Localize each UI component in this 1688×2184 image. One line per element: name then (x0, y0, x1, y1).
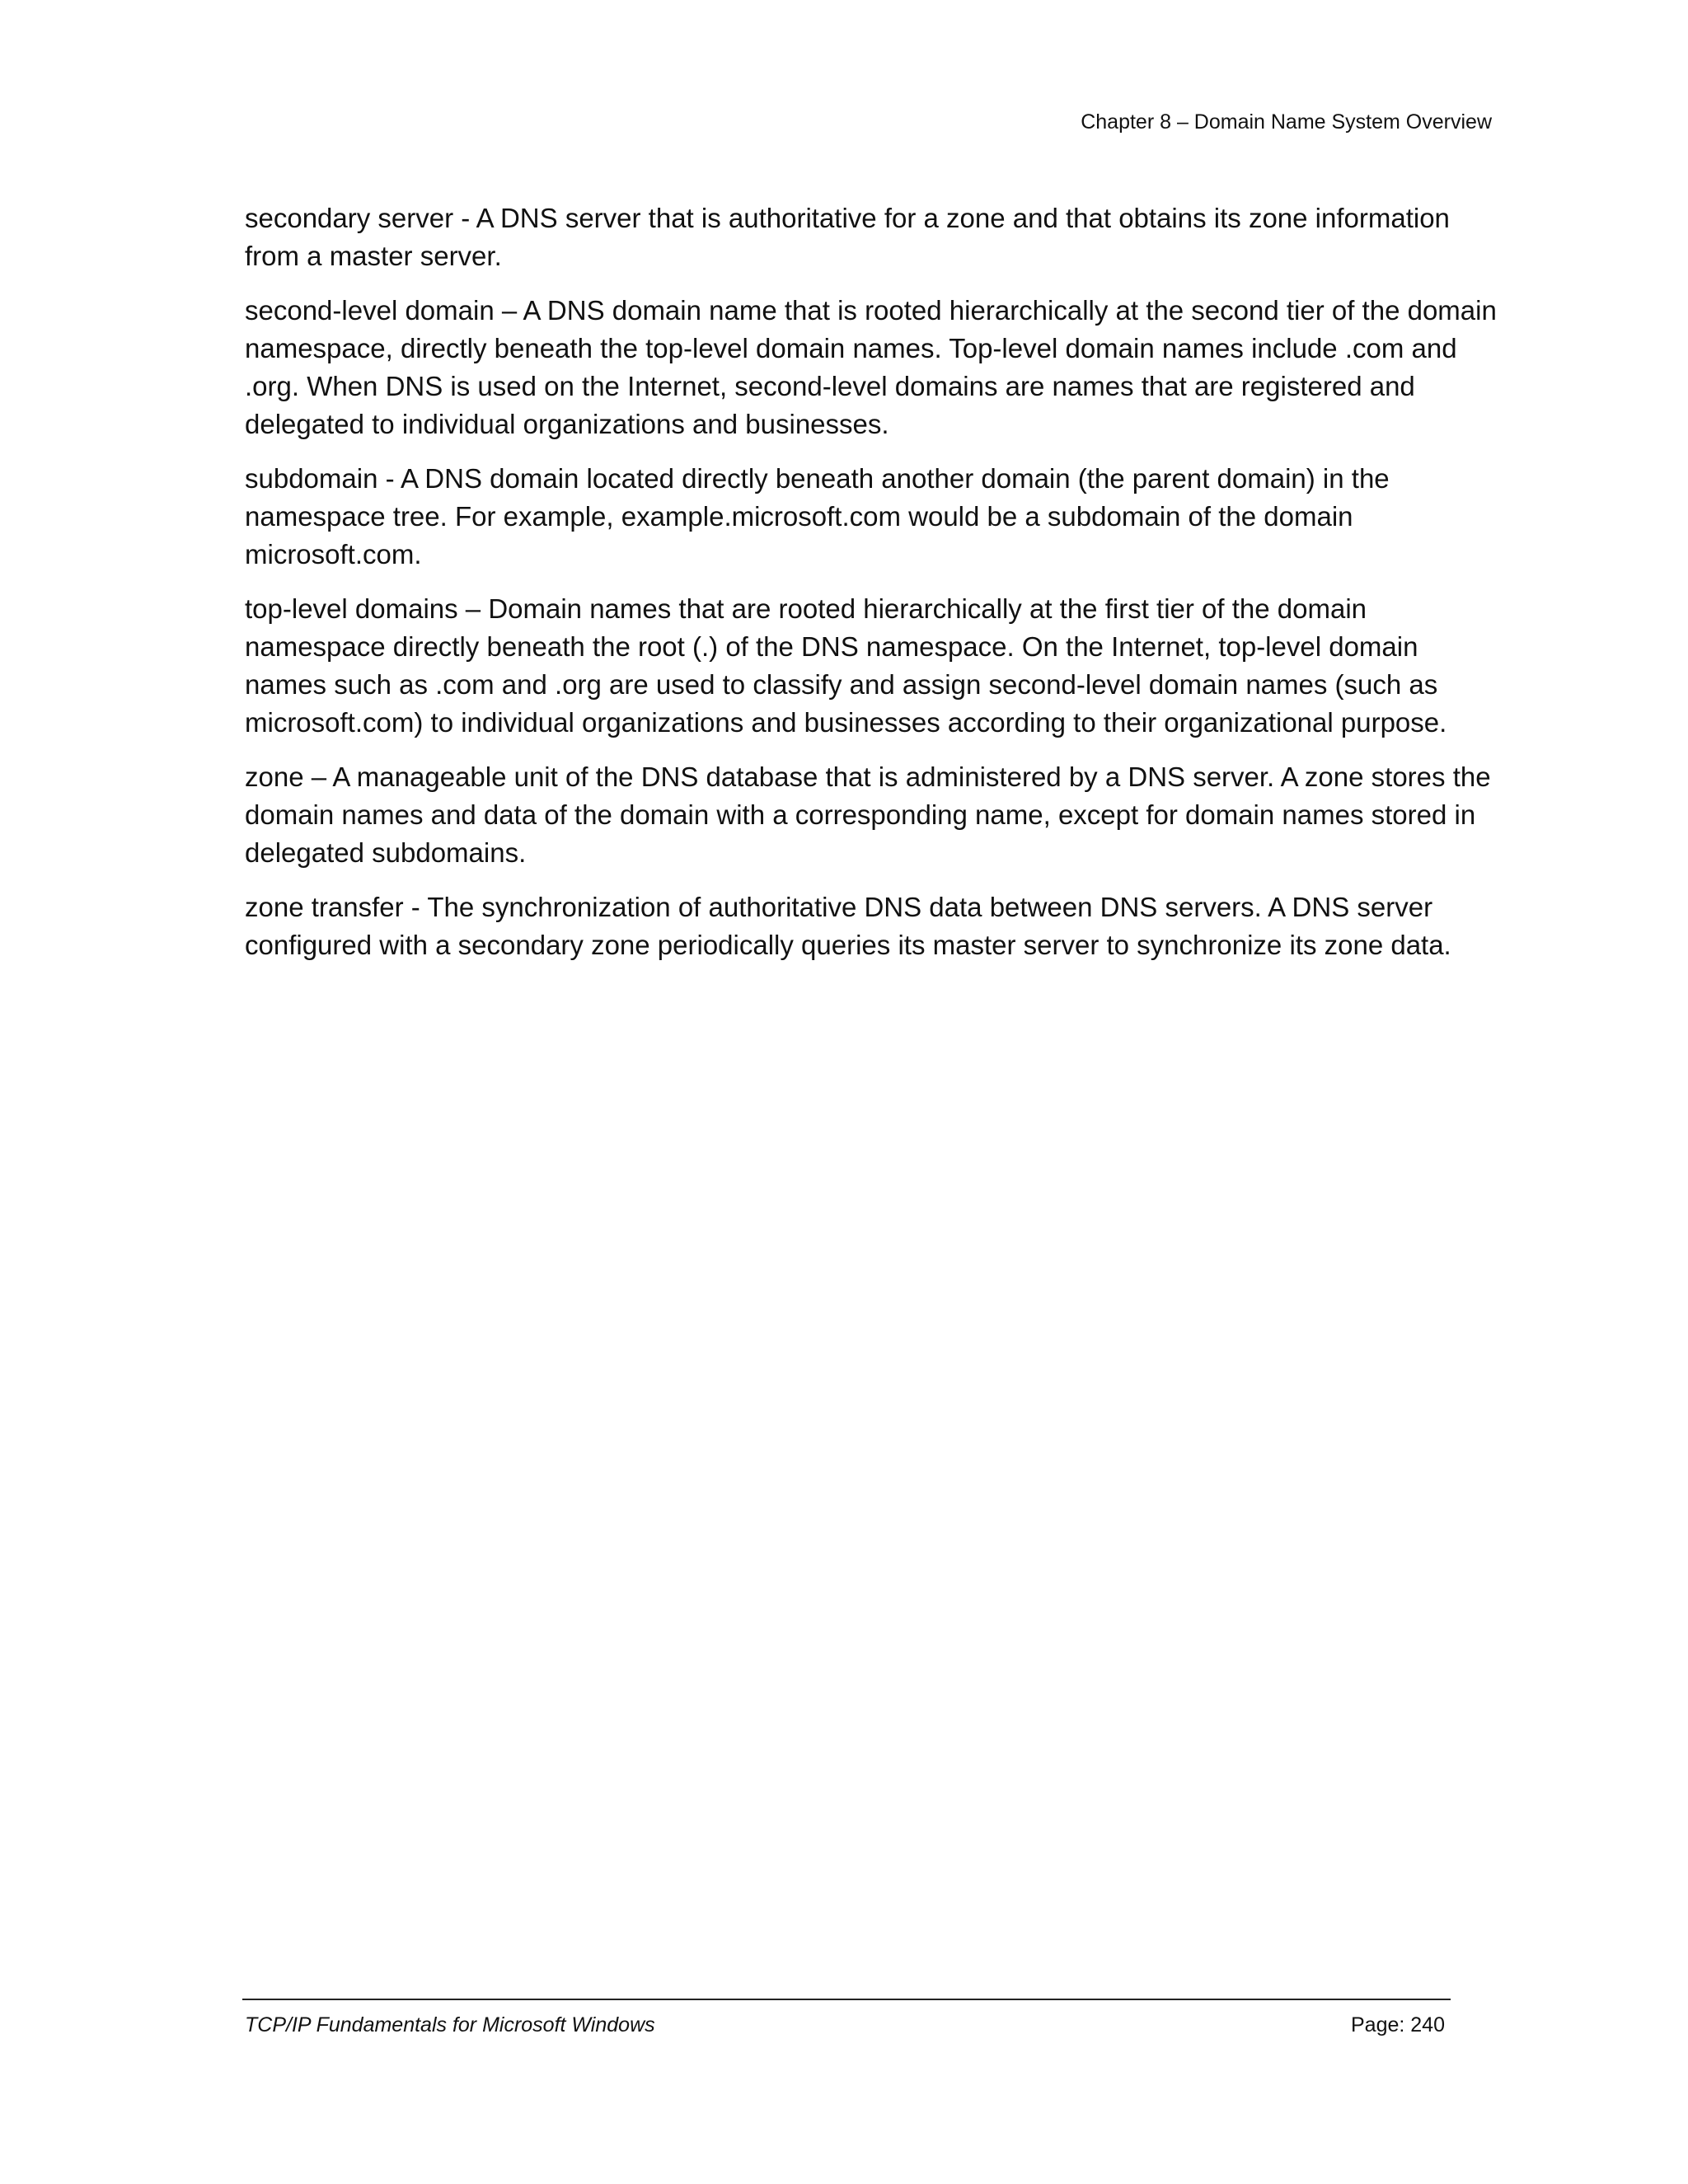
glossary-entry-secondary-server: secondary server - A DNS server that is authoritative for a zone and that obtains its zone information from a master server. (245, 203, 1450, 271)
glossary-entry-zone-transfer: zone transfer - The synchronization of authoritative DNS data between DNS servers. A DNS server configured with a secondary zone periodically queries its master server to synchronize its zone data. (245, 892, 1451, 960)
glossary-entry-subdomain: subdomain - A DNS domain located directly beneath another domain (the parent domain) in the namespace tree. For example, example.microsoft.com would be a subdomain of the domain microsoft.com. (245, 463, 1390, 569)
glossary-list (245, 199, 1498, 981)
glossary-entry-zone: zone – A manageable unit of the DNS database that is administered by a DNS server. A zone stores the domain names and data of the domain with a corresponding name, except for domain names stored in delegated subdomains. (245, 762, 1491, 868)
footer-page-number: Page: 240 (1351, 2013, 1445, 2036)
footer-book-title: TCP/IP Fundamentals for Microsoft Windows (245, 2013, 655, 2036)
glossary-entry-second-level-domain: second-level domain – A DNS domain name that is rooted hierarchically at the second tier of the domain namespace, directly beneath the top-level domain names. Top-level domain names include .com and .org. When DNS is used on the Internet, second-level domains are names that are registered and delegated to individual organizations and businesses. (245, 295, 1497, 439)
glossary-entry-top-level-domains: top-level domains – Domain names that are rooted hierarchically at the first tier of the domain namespace directly beneath the root (.) of the DNS namespace. On the Internet, top-level domain names such as .com and .org are used to classify and assign second-level domain names (such as microsoft.com) to individual organizations and businesses according to their organizational purpose. (245, 593, 1447, 738)
running-header: Chapter 8 – Domain Name System Overview (1081, 110, 1492, 134)
footer-divider (242, 1999, 1451, 2000)
